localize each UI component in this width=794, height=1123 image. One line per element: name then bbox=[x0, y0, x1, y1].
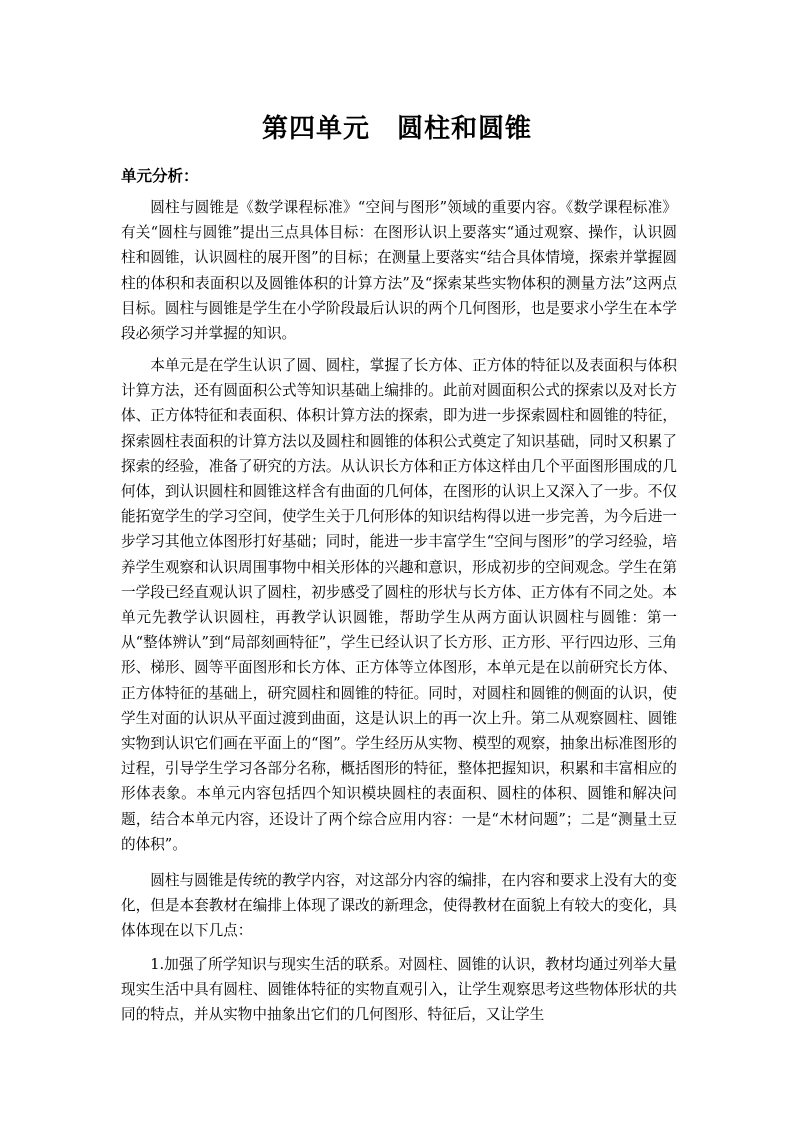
paragraph-point-one: 1.加强了所学知识与现实生活的联系。对圆柱、圆锥的认识，教材均通过列举大量现实生活中具有圆柱、圆锥体特征的实物直观引入，让学生观察思考这些物体形状的共同的特点，并从实物中抽象出它们的几何图形、特征后，又让学生 bbox=[121, 956, 677, 1024]
section-heading-unit-analysis: 单元分析： bbox=[121, 167, 199, 185]
paragraph-textbook-changes: 圆柱与圆锥是传统的教学内容，对这部分内容的编排，在内容和要求上没有大的变化，但是本套教材在编排上体现了课改的新理念，使得教材在面貌上有较大的变化，具体体现在以下几点： bbox=[121, 872, 677, 940]
paragraph-curriculum-standard: 圆柱与圆锥是《数学课程标准》“空间与图形”领域的重要内容。《数学课程标准》有关“圆柱与圆锥”提出三点具体目标：在图形认识上要落实“通过观察、操作，认识圆柱和圆锥，认识圆柱的展开图”的目标；在测量上要落实“结合具体情境，探索并掌握圆柱的体积和表面积以及圆锥体积的计算方法”及“探索某些实物体积的测量方法”这两点目标。圆柱与圆锥是学生在小学阶段最后认识的两个几何图形，也是要求小学生在本学段必须学习并掌握的知识。 bbox=[121, 199, 677, 343]
page-title: 第四单元 圆柱和圆锥 bbox=[261, 114, 532, 144]
paragraph-unit-arrangement: 本单元是在学生认识了圆、圆柱，掌握了长方体、正方体的特征以及表面积与体积计算方法，还有圆面积公式等知识基础上编排的。此前对圆面积公式的探索以及对长方体、正方体特征和表面积、体积计算方法的探索，即为进一步探索圆柱和圆锥的特征，探索圆柱表面积的计算方法以及圆柱和圆锥的体积公式奠定了知识基础，同时又积累了探索的经验，准备了研究的方法。从认识长方体和正方体这样由几个平面图形围成的几何体，到认识圆柱和圆锥这样含有曲面的几何体，在图形的认识上又深入了一步。不仅能拓宽学生的学习空间，使学生关于几何形体的知识结构得以进一步完善，为今后进一步学习其他立体图形打好基础；同时，能进一步丰富学生“空间与图形”的学习经验，培养学生观察和认识周围事物中相关形体的兴趣和意识，形成初步的空间观念。学生在第一学段已经直观认识了圆柱，初步感受了圆柱的形状与长方体、正方体有不同之处。本单元先教学认识圆柱，再教学认识圆锥，帮助学生从两方面认识圆柱与圆锥：第一从“整体辨认”到“局部刻画特征”，学生已经认识了长方形、正方形、平行四边形、三角形、梯形、圆等平面图形和长方体、正方体等立体图形，本单元是在以前研究长方体、正方体特征的基础上，研究圆柱和圆锥的特征。同时，对圆柱和圆锥的侧面的认识，使学生对面的认识从平面过渡到曲面，这是认识上的再一次上升。第二从观察圆柱、圆锥实物到认识它们画在平面上的“图”。学生经历从实物、模型的观察，抽象出标准图形的过程，引导学生学习各部分名称，概括图形的特征，整体把握知识，积累和丰富相应的形体表象。本单元内容包括四个知识模块圆柱的表面积、圆柱的体积、圆锥和解决问题，结合本单元内容，还设计了两个综合应用内容：一是“木材问题”；二是“测量土豆的体积”。 bbox=[121, 357, 677, 853]
